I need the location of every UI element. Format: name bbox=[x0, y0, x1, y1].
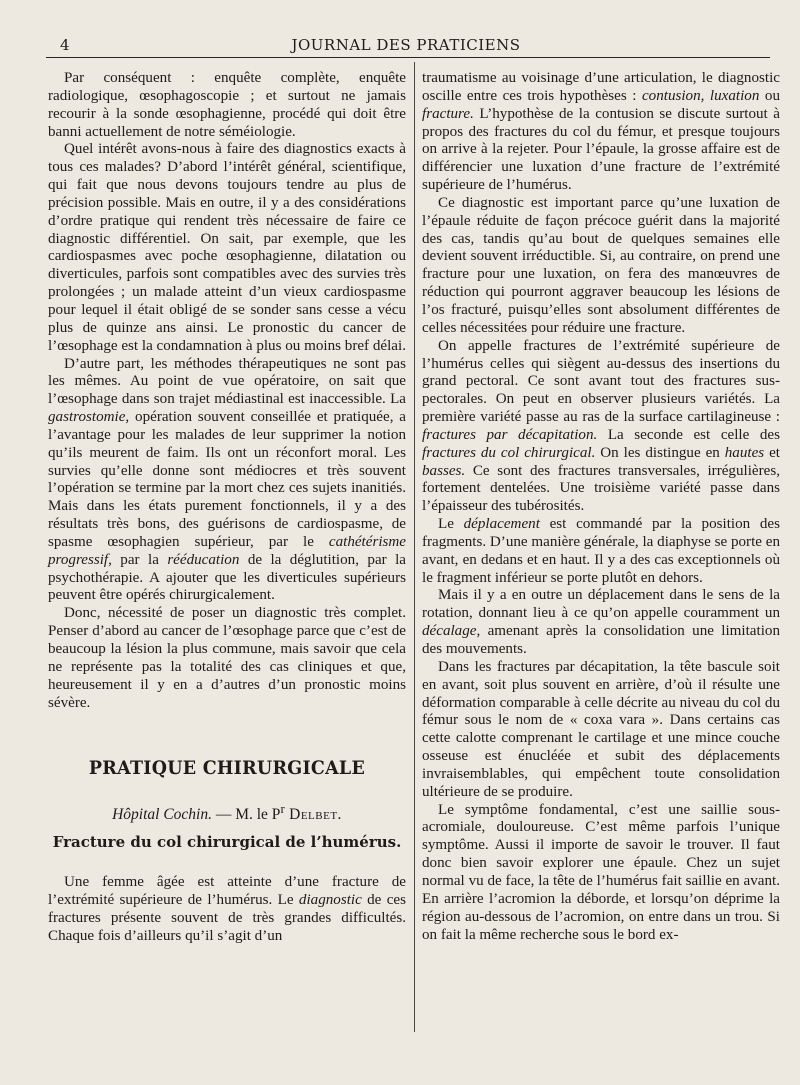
italic-text: contusion, luxation bbox=[641, 87, 760, 104]
paragraph bbox=[422, 338, 780, 516]
text-run: Quel intérêt avons-nous à faire des diagnostics exacts à tous ces malades? D’abord l’intérêt général, scientifique, qui fait que nous devons toujours tendre au plus de précision possible. Mais en outre, il y a des considérations d’ordre pratique qui rendent très nécessaire de faire ce diagnostic différentiel. On sait, par exemple, que les cardiospasmes avec poche œsophagienne, dilatation ou diverticules, parfois sont compatibles avec des survies très prolongées ; un malade atteint d’un vieux cardiospasme pour lequel il était obligé de se sonder sans cesse a vécu plus de quinze ans ainsi. Le pronostic du cancer de l’œsophage est la condamnation à plus ou moins bref délai. bbox=[48, 141, 406, 354]
paragraph bbox=[48, 356, 406, 606]
text-run: Donc, nécessité de poser un diagnostic très complet. Penser d’abord au cancer de l’œsophage parce que c’est de beaucoup la lésion la plus commune, mais savoir que cela ne représente pas la totalité des cas cliniques et que, heureusement il y en a d’autres d’un pronostic moins sévère. bbox=[48, 605, 406, 711]
text-run: opération souvent conseillée et pratiquée, a l’avantage pour les malades de leur supprimer la notion qu’ils meurent de faim. Ils ont un réconfort moral. Les survies qu’elle donne sont médiocres et très souvent l’opération se termine par la mort chez ces sujets inanitiés. Mais dans les états purement fonctionnels, il y a des résultats très bons, des guérisons de cardiospasme, de spasme œsophagien supérieur, par le bbox=[48, 409, 406, 550]
paragraph bbox=[48, 141, 406, 355]
page-number: 4 bbox=[60, 36, 70, 54]
hospital-name: Hôpital Cochin. bbox=[112, 806, 212, 824]
article-title: Fracture du col chirurgical de l’humérus. bbox=[52, 833, 402, 852]
text-run: Le symptôme fondamental, c’est une saillie sous-acromiale, douloureuse. C’est même parfois l’unique symptôme. Aussi il importe de savoir le trouver. Il faut donc bien savoir explorer une épaule. Chez un sujet normal vu de face, la tête de l’humérus fait saillie en avant. En arrière l’acromion la déborde, et lorsqu’on déprime la région au-dessous de l’acromion, on entre dans un trou. Si on fait la même recherche sous le bord ex- bbox=[422, 801, 780, 943]
italic-text: hautes bbox=[724, 444, 765, 461]
italic-text: rééducation bbox=[167, 551, 240, 568]
text-run: L’hypothèse de la contusion se discute surtout à propos des fractures du col du fémur, et presque toujours on arrive à la rejeter. Pour l’épaule, la grosse affaire est de différencier une luxation d’une fracture de l’extrémité supérieure de l’humérus. bbox=[422, 105, 780, 194]
paragraph bbox=[48, 874, 406, 945]
text-run: ou bbox=[759, 87, 780, 104]
text-run: Mais il y a en outre un déplacement dans le sens de la rotation, donnant lieu à ce qu’on appelle couramment un bbox=[422, 587, 780, 622]
italic-text: cathétérisme progressif, bbox=[48, 533, 406, 568]
paragraph bbox=[422, 195, 780, 338]
italic-text: fractures du col chirurgical. bbox=[422, 444, 596, 461]
paragraph bbox=[422, 70, 780, 195]
italic-text: gastrostomie, bbox=[48, 409, 130, 426]
author-name: Delbet. bbox=[284, 806, 342, 824]
text-run: Par conséquent : enquête complète, enquête radiologique, œsophagoscopie ; et surtout ne jamais recourir à la sonde œsophagienne, procédé qui doit être banni actuellement de notre séméiologie. bbox=[48, 70, 406, 140]
italic-text: déplacement bbox=[463, 516, 540, 533]
text-run: On appelle fractures de l’extrémité supérieure de l’humérus celles qui siègent au-dessus des insertions du grand pectoral. Ce sont avant tout des fractures sus-pectorales. On peut en observer plusieurs variétés. La première variété passe au ras de la surface cartilagineuse : bbox=[422, 337, 780, 426]
italic-text: basses. bbox=[422, 462, 466, 479]
column-divider bbox=[414, 62, 415, 1032]
text-run: de la déglutition, par la psychothérapie. A ajouter que les diverticules supérieurs peuvent être opérés chirurgicalement. bbox=[48, 551, 406, 604]
italic-text: décalage, bbox=[422, 623, 481, 640]
right-column bbox=[422, 70, 780, 944]
text-run: de ces fractures présente souvent de très grandes difficultés. Chaque fois d’ailleurs qu’il s’agit d’un bbox=[48, 891, 406, 944]
author-title-sup: r bbox=[280, 801, 285, 817]
left-column-body bbox=[48, 70, 406, 712]
text-run: amenant après la consolidation une limitation des mouvements. bbox=[422, 623, 780, 657]
section-title: PRATIQUE CHIRURGICALE bbox=[88, 757, 366, 780]
paragraph bbox=[422, 659, 780, 802]
page-header bbox=[46, 32, 766, 56]
paragraph bbox=[422, 802, 780, 945]
paragraph bbox=[422, 516, 780, 587]
text-run: Ce diagnostic est important parce qu’une luxation de l’épaule réduite de façon précoce guérit dans la majorité des cas, tandis qu’au bout de quelques semaines elle devient souvent irréductible. Si, au contraire, on prend une fracture pour une luxation, on fera des manœuvres de réduction qui pourront aggraver beaucoup les lésions de l’os fracturé, puisqu’elles sont absolument différentes de celles nécessitées pour réduire une fracture. bbox=[422, 194, 780, 336]
italic-text: fracture. bbox=[422, 105, 474, 122]
text-run: est commandé par la position des fragments. D’une manière générale, la diaphyse se porte en avant, en dedans et en haut. Il y a des cas exceptionnels où le fragment inférieur se porte plutôt en dehors. bbox=[422, 516, 780, 586]
author-prefix: — M. le P bbox=[211, 806, 281, 824]
left-column bbox=[48, 70, 406, 945]
italic-text: diagnostic bbox=[298, 891, 362, 908]
italic-text: fractures par décapitation. bbox=[422, 426, 598, 443]
text-run: et bbox=[764, 444, 780, 461]
text-run: traumatisme au voisinage d’une articulation, le diagnostic oscille entre ces trois hypothèses : bbox=[422, 70, 780, 104]
header-rule bbox=[46, 57, 770, 58]
text-run: La seconde est celle des bbox=[597, 426, 780, 443]
paragraph bbox=[422, 587, 780, 658]
text-run: Dans les fractures par décapitation, la tête bascule soit en avant, soit plus souvent en arrière, d’où il résulte une déformation comparable à celle décrite au niveau du col du fémur sous le nom de « coxa vara ». Dans certains cas cette calotte comprenant le cartilage et une mince couche osseuse est énucléée et subit des déplacements invraisemblables, qui empêchent toute consolidation ultérieure de se produire. bbox=[422, 658, 780, 800]
text-run: Le bbox=[438, 516, 464, 533]
text-run: Une femme âgée est atteinte d’une fracture de l’extrémité supérieure de l’humérus. Le bbox=[48, 874, 406, 908]
text-run: Ce sont des fractures transversales, irrégulières, fortement dentelées. Une troisième variété passe dans l’épaisseur des tubérosités. bbox=[422, 462, 780, 515]
paragraph bbox=[48, 70, 406, 141]
text-run: par la bbox=[111, 551, 168, 568]
article-byline bbox=[48, 800, 406, 824]
text-run: D’autre part, les méthodes thérapeutiques ne sont pas les mêmes. Au point de vue opératoire, on sait que l’œsophage dans son trajet médiastinal est inaccessible. La bbox=[48, 355, 406, 408]
paragraph bbox=[48, 605, 406, 712]
text-run: On les distingue en bbox=[595, 444, 725, 461]
journal-title: JOURNAL DES PRATICIENS bbox=[291, 36, 521, 54]
